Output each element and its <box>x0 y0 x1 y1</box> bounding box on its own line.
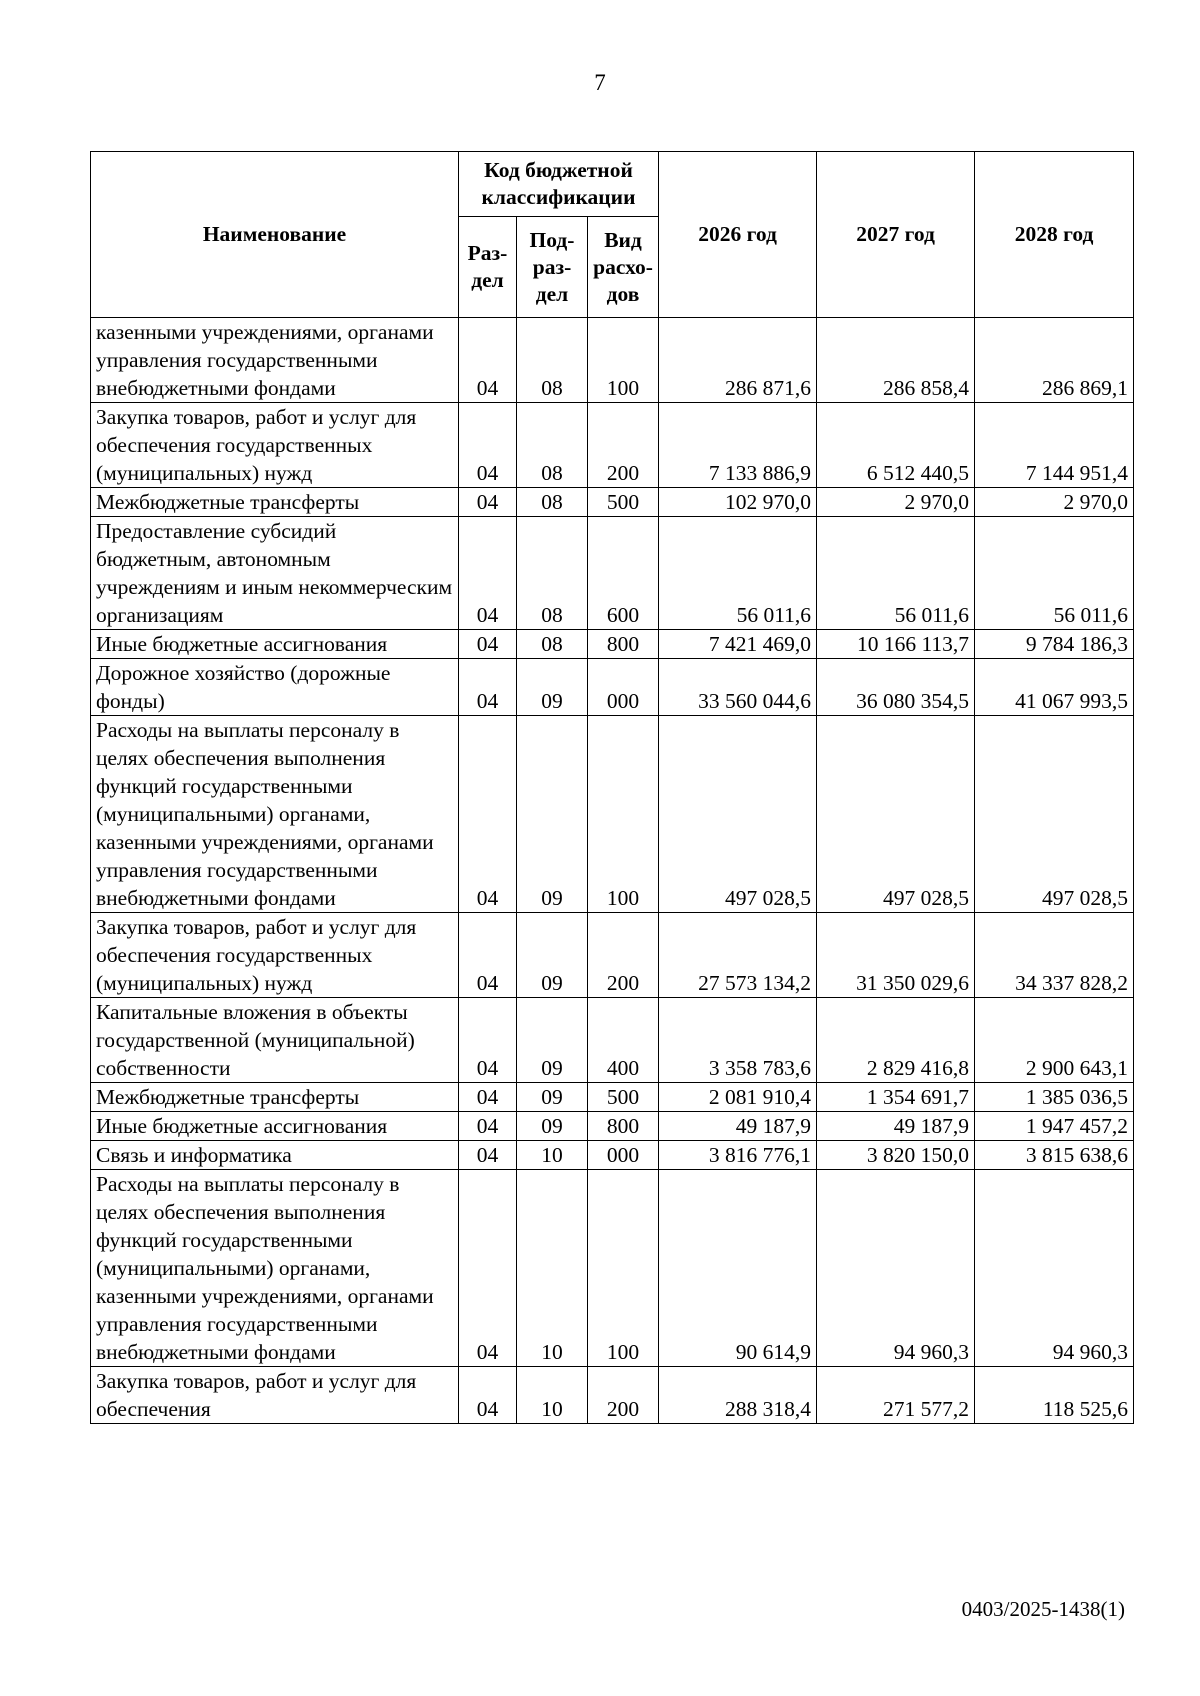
row-razdel: 04 <box>459 1112 517 1141</box>
row-podrazdel: 10 <box>517 1367 588 1424</box>
row-name: Связь и информатика <box>91 1141 459 1170</box>
row-value-2026: 33 560 044,6 <box>659 659 817 716</box>
row-value-2027: 271 577,2 <box>817 1367 975 1424</box>
row-value-2027: 497 028,5 <box>817 716 975 913</box>
row-vid: 100 <box>588 1170 659 1367</box>
table-row <box>91 998 1134 1083</box>
row-name: Иные бюджетные ассигнования <box>91 1112 459 1141</box>
row-value-2028: 41 067 993,5 <box>975 659 1134 716</box>
row-value-2026: 2 081 910,4 <box>659 1083 817 1112</box>
table-header <box>91 152 1134 318</box>
row-value-2026: 7 133 886,9 <box>659 403 817 488</box>
row-razdel: 04 <box>459 659 517 716</box>
row-value-2026: 102 970,0 <box>659 488 817 517</box>
row-value-2028: 94 960,3 <box>975 1170 1134 1367</box>
row-value-2027: 6 512 440,5 <box>817 403 975 488</box>
row-value-2028: 286 869,1 <box>975 318 1134 403</box>
row-podrazdel: 10 <box>517 1141 588 1170</box>
row-name: Предоставление субсидий бюджетным, автономным учреждениям и иным некоммерческим организациям <box>91 517 459 630</box>
table-row <box>91 318 1134 403</box>
row-value-2027: 1 354 691,7 <box>817 1083 975 1112</box>
row-vid: 100 <box>588 716 659 913</box>
table-row <box>91 1112 1134 1141</box>
row-razdel: 04 <box>459 318 517 403</box>
row-value-2027: 2 829 416,8 <box>817 998 975 1083</box>
header-2027: 2027 год <box>817 152 975 318</box>
row-name: Капитальные вложения в объекты государственной (муниципальной) собственности <box>91 998 459 1083</box>
row-podrazdel: 09 <box>517 1112 588 1141</box>
row-value-2026: 3 358 783,6 <box>659 998 817 1083</box>
row-value-2026: 286 871,6 <box>659 318 817 403</box>
row-vid: 500 <box>588 488 659 517</box>
row-value-2028: 497 028,5 <box>975 716 1134 913</box>
row-podrazdel: 09 <box>517 716 588 913</box>
row-value-2027: 286 858,4 <box>817 318 975 403</box>
row-value-2028: 56 011,6 <box>975 517 1134 630</box>
table-row <box>91 403 1134 488</box>
row-vid: 600 <box>588 517 659 630</box>
row-podrazdel: 10 <box>517 1170 588 1367</box>
table-row <box>91 913 1134 998</box>
row-value-2027: 31 350 029,6 <box>817 913 975 998</box>
table-row <box>91 488 1134 517</box>
row-razdel: 04 <box>459 716 517 913</box>
row-value-2028: 2 900 643,1 <box>975 998 1134 1083</box>
table-row <box>91 659 1134 716</box>
row-value-2026: 497 028,5 <box>659 716 817 913</box>
row-value-2028: 34 337 828,2 <box>975 913 1134 998</box>
row-razdel: 04 <box>459 403 517 488</box>
header-2028: 2028 год <box>975 152 1134 318</box>
row-razdel: 04 <box>459 630 517 659</box>
row-value-2026: 3 816 776,1 <box>659 1141 817 1170</box>
row-value-2027: 56 011,6 <box>817 517 975 630</box>
row-value-2028: 3 815 638,6 <box>975 1141 1134 1170</box>
row-value-2028: 118 525,6 <box>975 1367 1134 1424</box>
row-vid: 200 <box>588 1367 659 1424</box>
row-podrazdel: 09 <box>517 659 588 716</box>
budget-table <box>90 151 1134 1424</box>
row-value-2027: 49 187,9 <box>817 1112 975 1141</box>
table-row <box>91 1083 1134 1112</box>
row-vid: 200 <box>588 913 659 998</box>
row-vid: 400 <box>588 998 659 1083</box>
row-razdel: 04 <box>459 517 517 630</box>
table-row <box>91 1141 1134 1170</box>
row-value-2027: 2 970,0 <box>817 488 975 517</box>
table-row <box>91 1170 1134 1367</box>
row-value-2028: 2 970,0 <box>975 488 1134 517</box>
row-value-2026: 27 573 134,2 <box>659 913 817 998</box>
row-podrazdel: 08 <box>517 318 588 403</box>
row-vid: 000 <box>588 1141 659 1170</box>
row-name: Межбюджетные трансферты <box>91 488 459 517</box>
row-razdel: 04 <box>459 1170 517 1367</box>
row-value-2028: 7 144 951,4 <box>975 403 1134 488</box>
row-name: Расходы на выплаты персоналу в целях обеспечения выполнения функций государственными (муниципальными) органами, казенными учреждениями, органами управления государственными внебюджетными фондами <box>91 716 459 913</box>
header-vid-raskhodov: Вид расхо-дов <box>588 217 659 318</box>
row-razdel: 04 <box>459 1083 517 1112</box>
row-name: Закупка товаров, работ и услуг для обеспечения государственных (муниципальных) нужд <box>91 403 459 488</box>
row-podrazdel: 09 <box>517 913 588 998</box>
row-value-2026: 56 011,6 <box>659 517 817 630</box>
row-value-2027: 10 166 113,7 <box>817 630 975 659</box>
header-razdel: Раз-дел <box>459 217 517 318</box>
row-value-2028: 1 385 036,5 <box>975 1083 1134 1112</box>
header-code-group: Код бюджетной классификации <box>459 152 659 217</box>
row-name: казенными учреждениями, органами управления государственными внебюджетными фондами <box>91 318 459 403</box>
row-name: Закупка товаров, работ и услуг для обеспечения государственных (муниципальных) нужд <box>91 913 459 998</box>
row-vid: 000 <box>588 659 659 716</box>
row-vid: 200 <box>588 403 659 488</box>
row-value-2027: 94 960,3 <box>817 1170 975 1367</box>
row-podrazdel: 08 <box>517 488 588 517</box>
row-razdel: 04 <box>459 1141 517 1170</box>
row-razdel: 04 <box>459 913 517 998</box>
row-value-2026: 7 421 469,0 <box>659 630 817 659</box>
header-name: Наименование <box>91 152 459 318</box>
row-value-2027: 36 080 354,5 <box>817 659 975 716</box>
row-podrazdel: 09 <box>517 1083 588 1112</box>
row-value-2028: 9 784 186,3 <box>975 630 1134 659</box>
header-2026: 2026 год <box>659 152 817 318</box>
table-body <box>91 318 1134 1424</box>
row-podrazdel: 08 <box>517 630 588 659</box>
table-row <box>91 1367 1134 1424</box>
row-name: Дорожное хозяйство (дорожные фонды) <box>91 659 459 716</box>
row-vid: 800 <box>588 630 659 659</box>
row-name: Межбюджетные трансферты <box>91 1083 459 1112</box>
document-id: 0403/2025-1438(1) <box>961 1597 1125 1621</box>
row-razdel: 04 <box>459 1367 517 1424</box>
row-value-2027: 3 820 150,0 <box>817 1141 975 1170</box>
row-razdel: 04 <box>459 488 517 517</box>
row-vid: 800 <box>588 1112 659 1141</box>
row-name: Расходы на выплаты персоналу в целях обеспечения выполнения функций государственными (муниципальными) органами, казенными учреждениями, органами управления государственными внебюджетными фондами <box>91 1170 459 1367</box>
row-vid: 500 <box>588 1083 659 1112</box>
row-vid: 100 <box>588 318 659 403</box>
row-name: Иные бюджетные ассигнования <box>91 630 459 659</box>
row-value-2026: 49 187,9 <box>659 1112 817 1141</box>
row-value-2028: 1 947 457,2 <box>975 1112 1134 1141</box>
table-row <box>91 517 1134 630</box>
row-value-2026: 288 318,4 <box>659 1367 817 1424</box>
row-podrazdel: 08 <box>517 403 588 488</box>
table-row <box>91 630 1134 659</box>
row-podrazdel: 08 <box>517 517 588 630</box>
page-number: 7 <box>594 70 606 95</box>
row-razdel: 04 <box>459 998 517 1083</box>
table-row <box>91 716 1134 913</box>
row-value-2026: 90 614,9 <box>659 1170 817 1367</box>
row-name: Закупка товаров, работ и услуг для обеспечения <box>91 1367 459 1424</box>
header-podrazdel: Под-раз-дел <box>517 217 588 318</box>
row-podrazdel: 09 <box>517 998 588 1083</box>
